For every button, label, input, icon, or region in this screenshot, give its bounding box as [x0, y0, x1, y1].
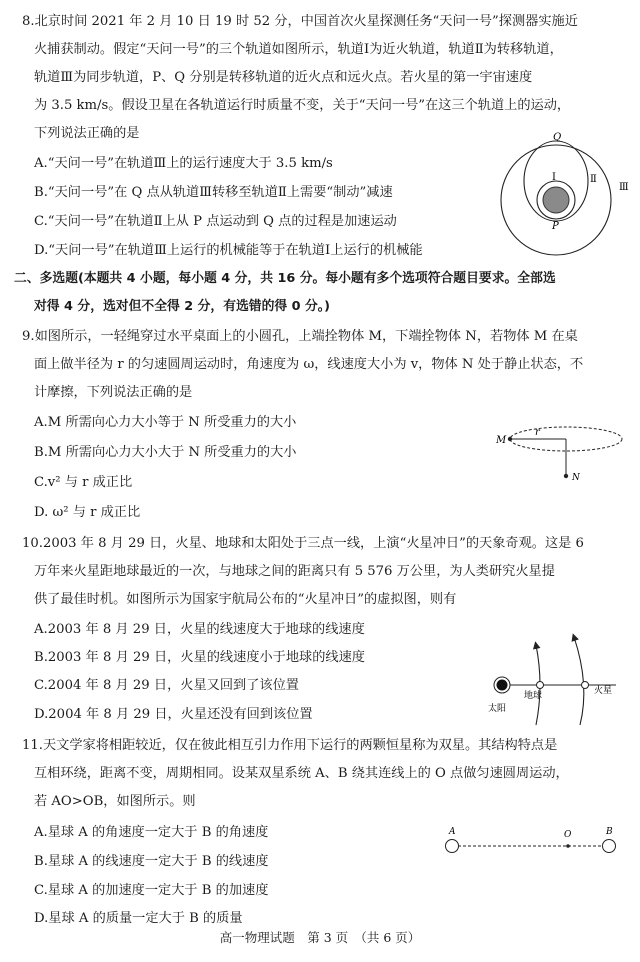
q10-option-c: C.2004 年 8 月 29 日，火星又回到了该位置	[34, 678, 299, 693]
orbit-1-label: Ⅰ	[552, 172, 556, 183]
mars-body	[582, 682, 589, 689]
object-m	[508, 437, 512, 441]
orbit-2-label: Ⅱ	[590, 174, 597, 185]
q10-option-b: B.2003 年 8 月 29 日，火星的线速度小于地球的线速度	[34, 650, 365, 665]
q10-stem-line-2: 万年来火星距地球最近的一次，与地球之间的距离只有 5 576 万公里，为人类研究火星提	[34, 564, 555, 579]
q10-opposition-figure	[478, 627, 628, 727]
q11-stem-line-1: 11.天文学家将相距较近，仅在彼此相互引力作用下运行的两颗恒星称为双星。其结构特点是	[22, 738, 558, 753]
point-p-label: P	[552, 221, 559, 232]
mars-planet	[543, 187, 569, 213]
q10-option-d: D.2004 年 8 月 29 日，火星还没有回到该位置	[34, 707, 313, 722]
q11-stem-line-3: 若 AO>OB，如图所示。则	[34, 794, 196, 809]
earth-label: 地球	[524, 691, 543, 701]
q8-stem-line-4: 为 3.5 km/s。假设卫星在各轨道运行时质量不变，关于“天问一号”在这三个轨道上的运动，	[34, 98, 571, 113]
q8-stem-line-1: 8.北京时间 2021 年 2 月 10 日 19 时 52 分，中国首次火星探测任务“天问一号”探测器实施近	[22, 14, 578, 29]
sun-body	[497, 680, 508, 691]
star-b	[603, 840, 616, 853]
object-n	[564, 474, 568, 478]
q9-option-d: D. ω² 与 r 成正比	[34, 505, 141, 520]
label-m: M	[496, 435, 507, 446]
q8-option-d: D.“天问一号”在轨道Ⅲ上运行的机械能等于在轨道Ⅰ上运行的机械能	[34, 243, 423, 258]
q8-stem-line-3: 轨道Ⅲ为同步轨道，P、Q 分别是转移轨道的近火点和远火点。若火星的第一宇宙速度	[34, 70, 533, 85]
q9-option-c: C.v² 与 r 成正比	[34, 475, 133, 490]
orbit-3-label: Ⅲ	[619, 182, 629, 193]
q8-option-c: C.“天问一号”在轨道Ⅱ上从 P 点运动到 Q 点的过程是加速运动	[34, 214, 397, 229]
q8-option-a: A.“天问一号”在轨道Ⅲ上的运行速度大于 3.5 km/s	[34, 156, 333, 171]
q10-stem-line-1: 10.2003 年 8 月 29 日，火星、地球和太阳处于三点一线，上演“火星冲日”的天象奇观。这是 6	[22, 536, 584, 551]
q11-option-c: C.星球 A 的加速度一定大于 B 的加速度	[34, 883, 269, 898]
sun-label: 太阳	[488, 704, 507, 714]
q8-orbit-figure	[496, 130, 636, 240]
label-r: r	[535, 427, 540, 438]
q9-stem-line-2: 面上做半径为 r 的匀速圆周运动时，角速度为 ω，线速度大小为 v，物体 N 处于静止状态，不	[34, 357, 584, 372]
q11-option-a: A.星球 A 的角速度一定大于 B 的角速度	[34, 825, 269, 840]
point-q-label: Q	[553, 132, 562, 143]
label-n: N	[572, 473, 580, 483]
q11-stem-line-2: 互相环绕，距离不变，周期相同。设某双星系统 A、B 绕其连线上的 O 点做匀速圆周运动，	[34, 766, 569, 781]
q11-option-b: B.星球 A 的线速度一定大于 B 的线速度	[34, 854, 269, 869]
mars-label: 火星	[594, 686, 613, 696]
label-o: O	[564, 830, 572, 840]
q9-option-a: A.M 所需向心力大小等于 N 所受重力的大小	[34, 415, 297, 430]
q8-option-b: B.“天问一号”在 Q 点从轨道Ⅲ转移至轨道Ⅱ上需要“制动”减速	[34, 185, 393, 200]
section-2-header-line-2: 对得 4 分，选对但不全得 2 分，有选错的得 0 分。)	[34, 299, 331, 314]
label-b: B	[606, 827, 613, 837]
q10-stem-line-3: 供了最佳时机。如图所示为国家宇航局公布的“火星冲日”的虚拟图，则有	[34, 592, 457, 607]
star-a	[446, 840, 459, 853]
q9-rope-figure	[490, 418, 625, 486]
point-o	[566, 844, 570, 848]
q9-stem-line-3: 计摩擦，下列说法正确的是	[34, 385, 193, 400]
section-2-header-line-1: 二、多选题(本题共 4 小题，每小题 4 分，共 16 分。每小题有多个选项符合题目要求。全部选	[14, 271, 556, 286]
q8-stem-line-2: 火捕获制动。假定“天问一号”的三个轨道如图所示，轨道Ⅰ为近火轨道，轨道Ⅱ为转移轨道，	[34, 42, 563, 57]
q9-stem-line-1: 9.如图所示，一轻绳穿过水平桌面上的小圆孔，上端拴物体 M，下端拴物体 N，若物体 M 在桌	[22, 329, 578, 344]
q9-option-b: B.M 所需向心力大小大于 N 所受重力的大小	[34, 445, 297, 460]
mars-orbit-arc	[574, 637, 584, 725]
q10-option-a: A.2003 年 8 月 29 日，火星的线速度大于地球的线速度	[34, 622, 365, 637]
q8-stem-line-5: 下列说法正确的是	[34, 126, 140, 141]
page-footer: 高一物理试题 第 3 页 （共 6 页）	[219, 930, 421, 945]
q11-option-d: D.星球 A 的质量一定大于 B 的质量	[34, 911, 243, 926]
q11-binary-star-figure	[440, 822, 625, 862]
label-a: A	[449, 827, 456, 837]
earth-body	[537, 682, 544, 689]
